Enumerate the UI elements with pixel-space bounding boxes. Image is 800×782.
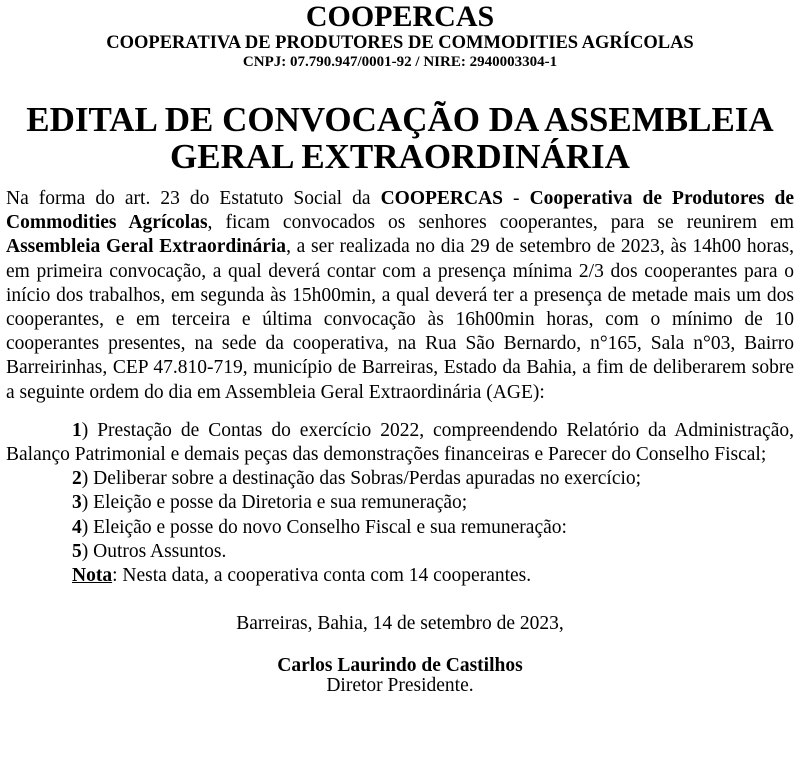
agenda-item-text: ) Deliberar sobre a destinação das Sobras/Perdas apuradas no exercício; — [81, 468, 642, 490]
note-line — [6, 564, 794, 588]
org-registration-ids: CNPJ: 07.790.947/0001-92 / NIRE: 2940003304-1 — [242, 54, 558, 70]
agenda-item — [6, 467, 794, 491]
agenda-list — [6, 419, 794, 588]
agenda-item-number: 1 — [72, 419, 82, 441]
agenda-item-number: 5 — [72, 540, 82, 562]
intro-bold-assembly: Assembleia Geral Extraordinária — [6, 236, 287, 258]
agenda-item-number: 3 — [72, 492, 82, 514]
org-short-name: COOPERCAS — [305, 0, 495, 33]
intro-bold-org-full: Cooperativa de Produtores de Commodities Agrícolas — [6, 188, 795, 234]
note-label: Nota — [72, 565, 113, 587]
agenda-item-text: ) Eleição e posse da Diretoria e sua remuneração; — [81, 492, 468, 514]
agenda-item — [6, 516, 794, 540]
agenda-item-text: ) Prestação de Contas do exercício 2022, compreendendo Relatório da Administração, Balanço Patrimonial e demais peças das demonstrações financeiras e Parecer do Conselho Fiscal; — [6, 419, 794, 466]
signatory-role: Diretor Presidente. — [326, 675, 474, 697]
agenda-item-text: ) Eleição e posse do novo Conselho Fiscal e sua remuneração: — [81, 516, 567, 538]
intro-text-1: Na forma do art. 23 do Estatuto Social da — [6, 188, 381, 209]
place-and-date: Barreiras, Bahia, 14 de setembro de 2023, — [236, 613, 564, 635]
agenda-item — [6, 540, 794, 564]
agenda-item-number: 2 — [72, 468, 82, 490]
title-line-1: EDITAL DE CONVOCAÇÃO DA ASSEMBLEIA — [26, 100, 774, 139]
intro-text-4: , a ser realizada no dia 29 de setembro de 2023, às 14h00 horas, em primeira convocação, a qual deverá contar com a presença mínima 2/3 dos cooperantes para o início dos trabalhos, em segunda às 15h00min, a qual deverá ter a presença de metade mais um dos cooperantes, e em terceira e última convocação às 16h00min horas, com o mínimo de 10 cooperantes presentes, na sede da cooperativa, na Rua São Bernardo, n°165, Sala n°03, Bairro Barreirinhas, CEP 47.810-719, município de Barreiras, Estado da Bahia, a fim de deliberarem sobre a seguinte ordem do dia em Assembleia Geral Extraordinária (AGE): — [6, 236, 794, 403]
convocation-paragraph — [6, 187, 794, 405]
title-line-2: GERAL EXTRAORDINÁRIA — [170, 137, 630, 176]
agenda-item — [6, 419, 794, 467]
intro-text-2: - — [503, 188, 530, 209]
agenda-item-text: ) Outros Assuntos. — [81, 540, 227, 562]
agenda-item-number: 4 — [72, 516, 82, 538]
note-text: : Nesta data, a cooperativa conta com 14 cooperantes. — [112, 565, 532, 587]
intro-bold-org: COOPERCAS — [380, 188, 504, 209]
org-full-name: COOPERATIVA DE PRODUTORES DE COMMODITIES AGRÍCOLAS — [106, 33, 694, 53]
letterhead — [6, 0, 794, 71]
signatory-name: Carlos Laurindo de Castilhos — [277, 655, 523, 677]
intro-text-3: , ficam convocados os senhores cooperantes, para se reunirem em — [207, 212, 794, 234]
document-title — [6, 101, 794, 175]
agenda-item — [6, 491, 794, 515]
